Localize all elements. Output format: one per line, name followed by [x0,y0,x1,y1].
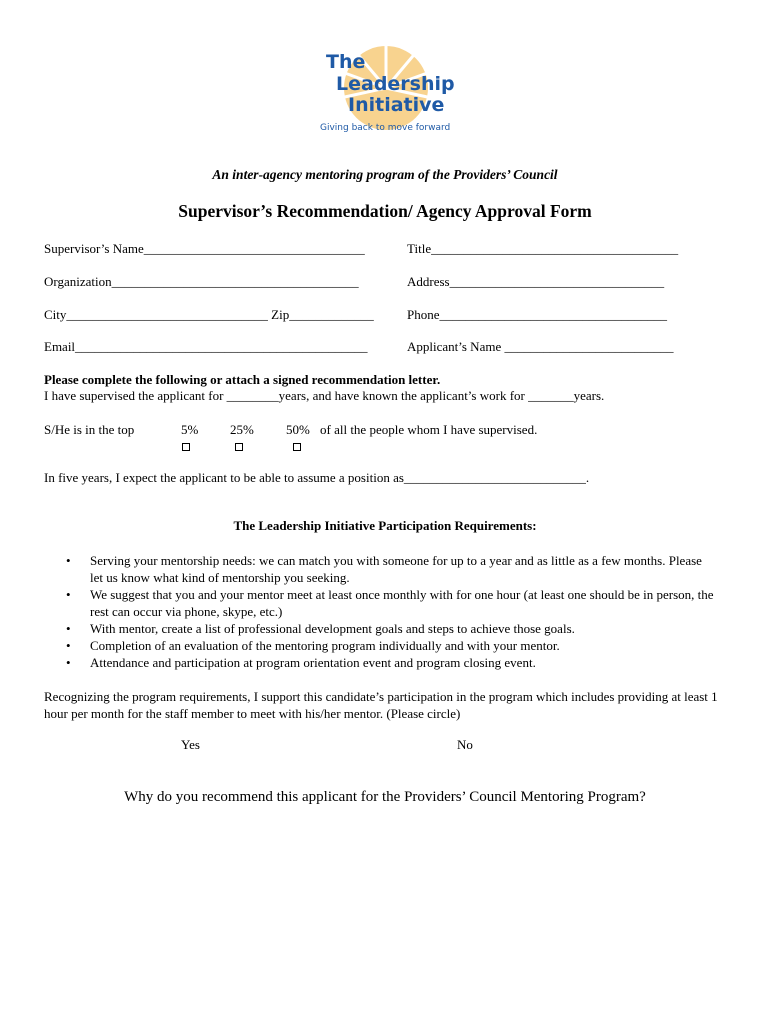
phone-field[interactable]: Phone___________________________________ [407,307,667,322]
address-field[interactable]: Address_________________________________ [407,274,665,289]
instruction-bold: Please complete the following or attach a signed recommendation letter. [44,372,441,387]
recommendation-question: Why do you recommend this applicant for the Providers’ Council Mentoring Program? [124,789,646,805]
logo-tagline: Giving back to move forward [320,123,451,133]
applicant-name-field[interactable]: Applicant’s Name __________________________ [407,339,674,354]
no-option[interactable]: No [457,737,473,752]
option-50-label: 50% [286,422,310,437]
checkbox-5-percent[interactable] [182,443,190,451]
list-item: • With mentor, create a list of professional development goals and steps to achieve those goals. [66,621,575,636]
ranking-label: S/He is in the top [44,422,135,437]
title-field[interactable]: Title______________________________________ [407,241,679,256]
list-item: • Attendance and participation at program orientation event and program closing event. [66,655,536,670]
logo-line-the: The [326,51,366,73]
form-title: Supervisor’s Recommendation/ Agency Approval Form [178,201,592,221]
list-item: • Serving your mentorship needs: we can match you with someone for up to a year and as little as a few months. Please let us know what kind of mentorship you seeking. [66,553,702,585]
support-paragraph: Recognizing the program requirements, I support this candidate’s participation in the program which includes providing at least 1 hour per month for the staff member to meet with his/her mentor. (Please circle) [44,689,718,721]
logo-line-leadership: Leadership [336,73,455,95]
requirements-list [44,552,714,671]
option-25-label: 25% [230,422,254,437]
yes-option[interactable]: Yes [181,737,200,752]
supervised-years-line[interactable]: I have supervised the applicant for ________years, and have known the applicant’s work for _______years. [44,388,605,403]
checkbox-50-percent[interactable] [293,443,301,451]
five-years-line[interactable]: In five years, I expect the applicant to be able to assume a position as____________________________. [44,470,590,485]
ranking-suffix: of all the people whom I have supervised. [320,422,538,437]
checkbox-25-percent[interactable] [235,443,243,451]
list-item: • Completion of an evaluation of the mentoring program individually and with your mentor. [66,638,560,653]
city-zip-field[interactable]: City_______________________________ Zip_____________ [44,307,374,322]
email-field[interactable]: Email_____________________________________________ [44,339,368,354]
leadership-initiative-logo [318,42,455,138]
program-subtitle: An inter-agency mentoring program of the Providers’ Council [212,167,558,182]
option-5-label: 5% [181,422,199,437]
logo-line-initiative: Initiative [348,94,445,116]
requirements-heading: The Leadership Initiative Participation Requirements: [233,518,537,533]
organization-field[interactable]: Organization______________________________________ [44,274,359,289]
list-item: • We suggest that you and your mentor meet at least once monthly with for one hour (at least one should be in person, the rest can occur via phone, skype, etc.) [66,587,714,619]
supervisor-name-field[interactable]: Supervisor’s Name__________________________________ [44,241,365,256]
